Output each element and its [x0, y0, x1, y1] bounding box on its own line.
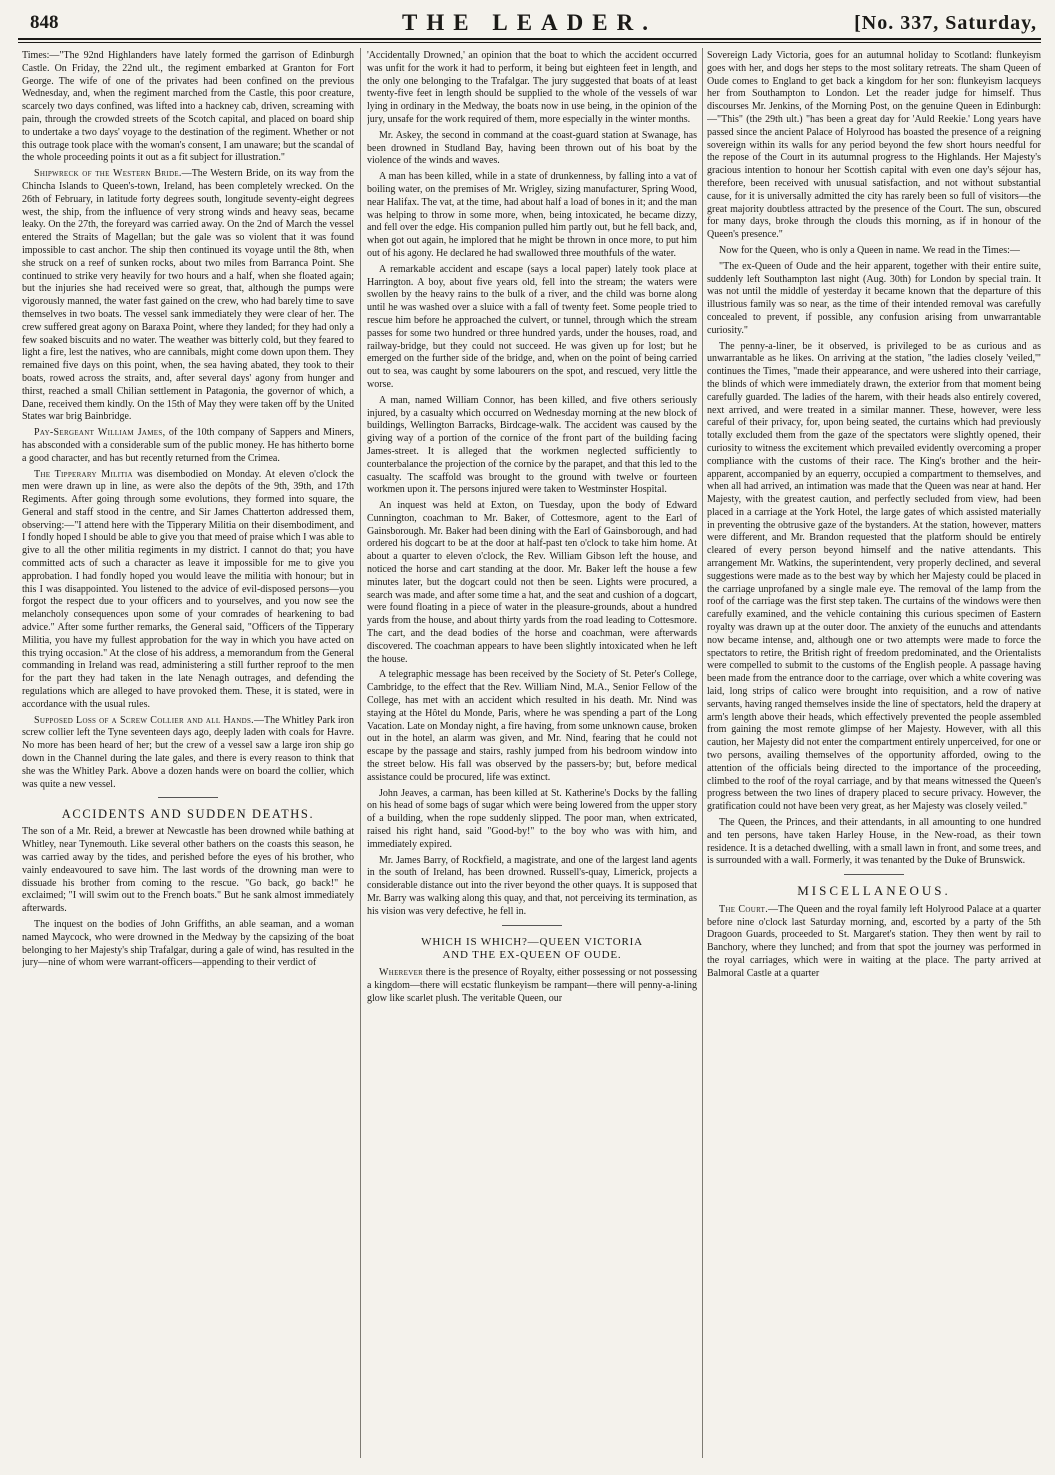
article-paragraph: A remarkable accident and escape (says a local paper) lately took place at Harrington. A boy, about five years old, fell into the stream; the waters were swollen by the heavy rains to the bulk of a river, and the child was borne along until he was washed over a sluice with a fall of twenty feet. Some people tried to rescue him before he approached the culvert, or tunnel, through which the stream passes for some two hundred or three hundred yards, under the houses, road, and railway-bridge, but they could not succeed. He was given up for lost; but he emerged on the further side of the bridge, and, when on the point of being carried out to sea, was caught by some labourers on the spot, and rescued, very little the worse.: [367, 263, 697, 390]
paragraph-text: was disembodied on Monday. At eleven o'clock the men were drawn up in line, as were also the depôts of the 9th, 39th, and 17th Regiments. After going through some evolutions, they formed into square, the General and staff stood in the centre, and Sir James Chatterton addressed them, observing:—"I attend here with the Tipperary Militia on their disembodiment, and I fondly hoped I should be able to give you that meed of praise which I was able to give to all the other militia regiments in my district. I cannot do that; you have committed acts of such a character as leave it impossible for me to give you approbation. I had fondly hoped you would leave the militia with honour; but in this I was disappointed. You listened to the advice of evil-disposed persons—you forgot the respect due to your officers and to yourselves, and you now see the melancholy consequences upon some of your comrades of hearkening to bad advice." After some further remarks, the General said, "Officers of the Tipperary Militia, you have my fullest approbation for the way in which you have acted on this trying occasion." At the close of his address, a memorandum from the General commanding in Ireland was read, administering a still further reproof to the men for the part they had taken in the late Nenagh outrages, and defending the regulations which are alleged to have provoked them. These, it is stated, were in accordance with the usual rules.: [22, 468, 354, 710]
article-paragraph: 'Accidentally Drowned,' an opinion that the boat to which the accident occurred was unfit for the work it had to perform, it being but eighteen feet in length, and the only one belonging to the Trafalgar. The jury suggested that boats of at least twenty-five feet in length should be supplied to the whole of the vessels of war lying in ordinary in the Medway, the boats now in use being, in the opinion of the jury, unsafe for the work required of them, more especially in the winter months.: [367, 50, 697, 125]
article-paragraph: [22, 427, 354, 465]
article-paragraph: John Jeaves, a carman, has been killed at St. Katherine's Docks by the falling on his head of some bags of sugar which were being lowered from the upper story of a building, when the rope suddenly slipped. The poor man, when extricated, raised his right hand, said "Good-by!" to the boy who was with him, and immediately expired.: [367, 787, 697, 850]
heading-line: WHICH IS WHICH?—QUEEN VICTORIA: [421, 935, 643, 948]
article-paragraph: [22, 469, 354, 712]
article-paragraph: A telegraphic message has been received by the Society of St. Peter's College, Cambridge, to the effect that the Rev. William Nind, M.A., Senior Fellow of the College, has met with an accident which resulted in his death. Mr. Nind was staying at the Hôtel du Monde, Paris, where he was spending a part of the Long Vacation. Late on Monday night, a fire having, from some unknown cause, broken out in the hotel, an alarm was given, and Mr. Nind, fearing that he could not escape by the passage and stairs, rashly jumped from his bedroom window into the street below. His fall was observed by the passers-by; but, before medical assistance could be procured, life was extinct.: [367, 669, 697, 783]
column-3: [707, 50, 1041, 1455]
article-paragraph: [22, 168, 354, 424]
paragraph-lead: The Court.: [719, 903, 769, 915]
article-paragraph: A man, named William Connor, has been killed, and five others seriously injured, by a casualty which occurred on Wednesday morning at the new block of buildings, Wellington Barracks, Birdcage-walk. The accident was caused by the giving way of a portion of the cornice of the front part of the building facing James-street. It is alleged that the workmen neglected sufficiently to counterbalance the projection of the cornice by the parapet, and that this led to the casualty. The scaffold was brought to the ground with twelve or fourteen workmen upon it. The persons injured were taken to Westminster Hospital.: [367, 394, 697, 496]
section-separator: [844, 874, 904, 875]
article-paragraph: The penny-a-liner, be it observed, is privileged to be as curious and as unwarrantable as he likes. On arriving at the station, "the ladies closely 'veiled,'" continues the Times, "made their appearance, and were ushered into their carriage, the blinds of which were immediately drawn, the exterior from that moment being carefully guarded. The ladies of the harem, with their heads also entirely covered, next arrived, and were treated in a similar manner. These, however, were less careful of their privacy, for, upon being seated, the curtains which had previously totally excluded them from the gaze of the spectators were slightly opened, their curiosity to witness the excitement which prevailed evidently overcoming a proper compliance with the customs of their race. The King's brother and the heir-apparent, accompanied by an equerry, occupied a compartment to themselves, and when all had arrived, an intimation was made that the Queen was near at hand. Her Majesty, with the greatest caution, and perfectly secluded from view, had been placed in a carriage at the York Hotel, the large gates of which assisted materially in preventing the obtrusive gaze of the bystanders. At the station, however, matters were different, and Mr. Brandon requested that the platform should be entirely cleared of every person beyond himself and the native attendants. This arrangement Mr. Watkins, the superintendent, very properly declined, and several suggestions were made as to the best way by which her Majesty could be placed in the carriage unprofaned by a single male eye. The removal of the lamp from the roof of the carriage was the first step taken. The curtains of the windows were then carefully examined, and the vehicle containing this curious specimen of Eastern royalty was drawn up at the outer door. The anxiety of the eunuchs and attendants now became intense, and, although one or two attempts were made to force the spectators to retire, the British right of freedom predominated, and the Orientalists were compelled to submit to the customs of the English people. A passage having been made from the entrance door to the carriage, over which a white covering was laid, long strips of calico were brought into requisition, and a row of native servants, having ranged themselves inside the line of spectators, held the drapery at arm's length above their heads, which effectively prevented the people assembled from gaining the most remote glimpse of her Majesty. However, with all this caution, her Majesty did not enter the compartment entirely unperceived, for one or two persons, availing themselves of the opportunity afforded, owing to the attention of the officials being directed to the importance of the proceeding, climbed to the roof of the royal carriage, and by that means witnessed the Queen's progress between the two lines of drapery placed to secure privacy. However, the gratification could not have been very great, as her Majesty was closely veiled.": [707, 340, 1041, 813]
article-paragraph: "The ex-Queen of Oude and the heir apparent, together with their entire suite, suddenly left Southampton last night (Aug. 30th) for London by special train. It was not until the middle of yesterday it became known that the departure of this illustrious family was so near, as the time of their intended removal was carefully concealed to prevent, if possible, any confusion arising from unwarrantable curiosity.": [707, 260, 1041, 336]
masthead: [18, 8, 1041, 40]
article-paragraph: The inquest on the bodies of John Griffiths, an able seaman, and a woman named Maycock, who were drowned in the Medway by the capsizing of the boat belonging to her Majesty's ship Trafalgar, during a gale of wind, has resulted in the jury—nine of whom were warrant-officers—appending to their verdict of: [22, 919, 354, 969]
paragraph-lead: Pay-Sergeant William James,: [34, 427, 166, 439]
article-paragraph: An inquest was held at Exton, on Tuesday, upon the body of Edward Cunnington, coachman to Mr. Baker, of Cottesmore, agent to the Earl of Gainsborough. Mr. Baker had been dining with the Earl of Gainsborough, and had ordered his dogcart to be at the door at half-past ten o'clock to take him home. At about a quarter to eleven o'clock, the Rev. William Gibson left the house, and noticed the horse and cart standing at the door. Mr. Baker left the house a few minutes later, but the dogcart could not then be seen. Lights were procured, a search was made, and after some time a hat, and the seat and cushion of a dogcart, were found floating in a piece of water in the pleasure-grounds, about a hundred yards from the house, and about thirty yards from the road leading to Cottesmore. The cart, and the dead bodies of the horse and coachman, were afterwards discovered. The coachman appears to have been slightly intoxicated when he left the house.: [367, 500, 697, 665]
article-paragraph: A man has been killed, while in a state of drunkenness, by falling into a vat of boiling water, on the premises of Mr. Wrigley, sizing manufacturer, Spring Wood, near Halifax. The vat, at the time, had about half a load of bones in it; and the man was helping to throw in some more, when, being intoxicated, he became dizzy, and fell over the edge. His companion pulled him partly out, but he fell back, and, when got out again, he implored that he might be thrown in once more, to put him out of his agony. He declared he had swallowed three mouthfuls of the water.: [367, 171, 697, 259]
paragraph-text: —The Western Bride, on its way from the Chincha Islands to Queen's-town, Ireland, has been completely wrecked. On the 26th of February, in latitude forty degrees south, longitude seventy-eight degrees west, the ship, from the influence of very strong winds and heavy seas, became leaky. On the 27th, the foreyard was carried away. On the 2nd of March the vessel entered the Straits of Magellan; but the gale was so violent that it was found impossible to cast anchor. The ship then continued its voyage until the 8th, when she struck on a reef of sunken rocks, about two miles from Barranca Point. She continued to strike very heavily for two hours and a half, when she floated again; but the injuries she had received were so great, that, although the pumps were vigorously manned, the water fast gained on the crew, who had barely time to save themselves in two boats. The vessel sank immediately they were clear of her. The crew suffered great agony on Baraxa Point, where they landed; for they had only a few soaked biscuits and no water. The weather was bitterly cold, but they feared to light a fire, lest the natives, who are cannibals, might come down upon them. They remained five days on this point, when, the sea having abated, they took to their boats, rowed across the straits, and, after several days' agony from hunger and thirst, reached a small Chilian settlement in Patagonia, the governor of which, a Dane, received them kindly. On the 15th of May they were taken off by the United States war brig Bainbridge.: [22, 168, 354, 423]
heading-line: AND THE EX-QUEEN OF OUDE.: [442, 948, 622, 961]
section-separator: [502, 925, 562, 926]
article-paragraph: The Queen, the Princes, and their attendants, in all amounting to one hundred and ten persons, have taken Harley House, in the New-road, as their town residence. It is a detached dwelling, with a small lawn in front, and some trees, and is surrounded with a wall. Formerly, it was tenanted by the Duke of Brunswick.: [707, 817, 1041, 867]
issue-number: [No. 337, Saturday,: [854, 12, 1037, 34]
article-paragraph: Times:—"The 92nd Highlanders have lately formed the garrison of Edinburgh Castle. On Friday, the 22nd ult., the regiment embarked at Granton for Fort George. The wife of one of the privates had been confined on the previous Wednesday, and, when the regiment marched from the Castle, this poor creature, scarcely two days confined, was lifted into a hackney cab, driven, screaming with pain, through the crowded streets of the Scotch capital, and placed on board ship to undertake a two days' voyage to the destination of the regiment. Whether or not this outrage took place with the woman's consent, I am unaware; but the scandal of the whole proceeding points it out as a fit subject for illustration.": [22, 50, 354, 164]
paragraph-text: of the 10th company of Sappers and Miners, has absconded with a considerable sum of the public money. He has hitherto borne a good character, and has but recently returned from the Crimea.: [22, 427, 354, 464]
article-paragraph: The son of a Mr. Reid, a brewer at Newcastle has been drowned while bathing at Whitley, near Tynemouth. Like several other bathers on the coasts this season, he was carried away by the tides, and perished before the eyes of his brother, who vainly endeavoured to save him. The last words of the drowning man were to dissuade his brother from coming to the rescue. "Go back, go back!" he exclaimed; "I will swim out to the French boats." But he sank almost immediately afterwards.: [22, 826, 354, 915]
column-2: [367, 50, 697, 1455]
section-heading: ACCIDENTS AND SUDDEN DEATHS.: [61, 807, 315, 822]
column-1: [22, 50, 354, 1455]
paragraph-lead: Supposed Loss of a Screw Collier and all Hands.: [34, 714, 254, 726]
paragraph-text: —The Whitley Park iron screw collier left the Tyne seventeen days ago, deeply laden with coals for Havre. No more has been heard of her; but the crew of a vessel saw a large iron ship go down in the Channel during the late gales, and there is every reason to think that she was the Whitley Park. Above a dozen hands were on board the collier, which was quite a new vessel.: [22, 714, 354, 790]
section-heading: MISCELLANEOUS.: [797, 883, 951, 899]
newspaper-title: THE LEADER.: [402, 10, 657, 35]
paragraph-text: there is the presence of Royalty, either possessing or not possessing a kingdom—there will ecstatic flunkeyism be rampant—there will penny-a-lining glow like scarlet plush. The veritable Queen, our: [367, 966, 697, 1004]
article-paragraph: [367, 967, 697, 1005]
paragraph-lead: Wherever: [379, 966, 424, 978]
article-paragraph: Sovereign Lady Victoria, goes for an autumnal holiday to Scotland: flunkeyism goes with her, and dogs her steps to the most solitary retreats. The sham Queen of Oude comes to England to get back a kingdom for her son: flunkeyism lacqueys her from Southampton to London. Let the reader judge for himself. Thus discourses Mr. Jenkins, of the Morning Post, on the genuine Queen in Edinburgh:—"This" (the 29th ult.) "has been a great day for 'Auld Reekie.' Long years have passed since the ancient Palace of Holyrood has boasted the presence of a reigning sovereign within its walls for any period beyond the few short hours needful for the repose of the Court in its autumnal progress to the Highlands. Her Majesty's gracious intention to honour her Scottish capital with even one day's séjour has, therefore, been received with unusual satisfaction, and not without substantial cause, for it is universally admitted the city has rarely been so full of visitors—the great majority doubtless attracted by the presence of the Court. The sun, obscured for many days, broke through the clouds this morning, as if in honour of the Queen's presence.": [707, 50, 1041, 241]
article-paragraph: Now for the Queen, who is only a Queen in name. We read in the Times:—: [719, 244, 1020, 256]
column-divider: [360, 48, 361, 1458]
column-divider: [702, 48, 703, 1458]
paragraph-lead: Shipwreck of the Western Bride.: [34, 168, 182, 180]
paragraph-text: —The Queen and the royal family left Holyrood Palace at a quarter before nine o'clock last Saturday morning, and, escorted by a party of the 5th Dragoon Guards, proceeded to St. Margaret's station. They then went by rail to Banchory, where they lunched; and from that spot the journey was performed in the royal carriages, which were in waiting at the place. The party arrived at Balmoral Castle at a quarter: [707, 903, 1041, 979]
article-paragraph: Mr. Askey, the second in command at the coast-guard station at Swanage, has been drowned in Studland Bay, having been thrown out of his boat by the violence of the winds and waves.: [367, 129, 697, 167]
article-paragraph: Mr. James Barry, of Rockfield, a magistrate, and one of the largest land agents in the south of Ireland, has been drowned. Russell's-quay, Limerick, projects a considerable distance out into the river beyond the other quays. It is supposed that Mr. Barry was walking along this quay, and that, not perceiving its termination, as his vision was very defective, he fell in.: [367, 854, 697, 917]
page-number: 848: [30, 12, 59, 33]
article-paragraph: [22, 715, 354, 792]
masthead-rule: [18, 42, 1041, 43]
article-paragraph: [707, 904, 1041, 981]
section-separator: [158, 797, 218, 798]
paragraph-lead: The Tipperary Militia: [34, 468, 133, 480]
section-heading: [367, 936, 697, 962]
